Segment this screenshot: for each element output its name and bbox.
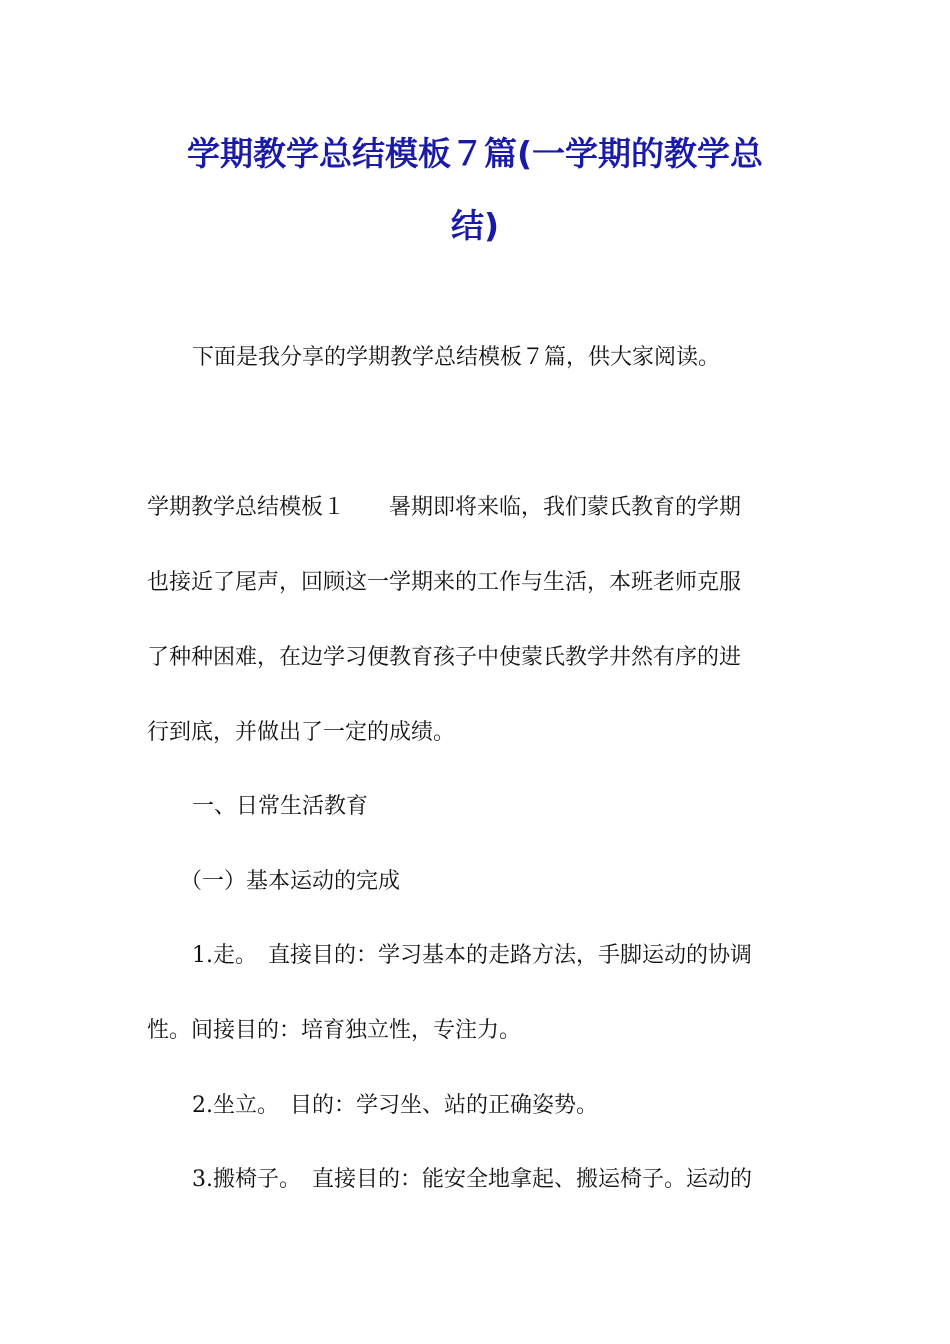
body-line: 了种种困难，在边学习便教育孩子中使蒙氏教学井然有序的进 <box>147 645 742 670</box>
list-item-3: 3.搬椅子。 直接目的：能安全地拿起、搬运椅子。运动的 <box>192 1167 752 1192</box>
list-item-2: 2.坐立。 目的：学习坐、站的正确姿势。 <box>192 1093 598 1118</box>
body-line: 学期教学总结模板１ 暑期即将来临，我们蒙氏教育的学期 <box>147 495 742 520</box>
intro-paragraph: 下面是我分享的学期教学总结模板７篇，供大家阅读。 <box>192 345 721 370</box>
list-item-1-line-1: 1.走。 直接目的：学习基本的走路方法，手脚运动的协调 <box>192 943 752 968</box>
body-line: 行到底，并做出了一定的成绩。 <box>147 720 456 745</box>
subsection-heading: （一）基本运动的完成 <box>180 869 401 894</box>
body-line: 也接近了尾声，回顾这一学期来的工作与生活，本班老师克服 <box>147 570 742 595</box>
document-title-line-2: 结) <box>450 206 500 245</box>
section-heading: 一、日常生活教育 <box>192 794 369 819</box>
document-title-line-1: 学期教学总结模板７篇(一学期的教学总 <box>186 134 764 173</box>
list-item-1-line-2: 性。间接目的：培育独立性，专注力。 <box>147 1018 522 1043</box>
